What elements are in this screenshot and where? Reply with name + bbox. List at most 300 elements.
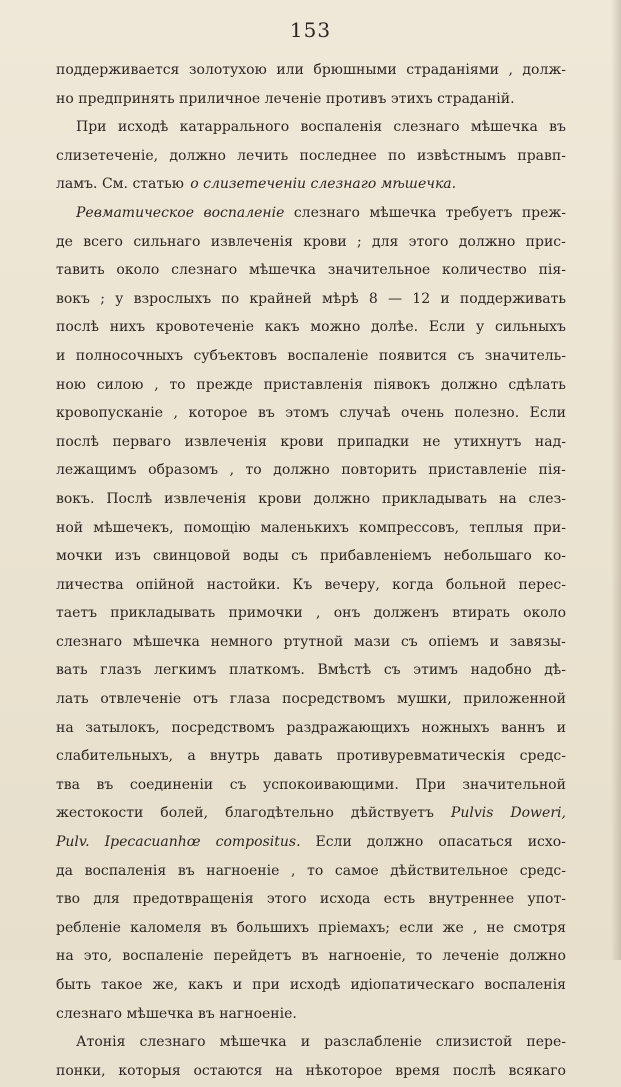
- word: пiя-: [538, 462, 566, 479]
- word: на: [498, 490, 517, 507]
- word: правп-: [517, 147, 566, 164]
- word: ножныхъ: [421, 719, 490, 736]
- word: извлеченiя: [184, 433, 267, 450]
- word: на: [56, 719, 74, 736]
- word: съ: [457, 347, 475, 364]
- word: лежащимъ: [56, 462, 137, 479]
- word: и: [440, 290, 450, 307]
- word: и: [556, 719, 566, 736]
- word: тво: [56, 891, 81, 908]
- word: мочки: [56, 548, 103, 565]
- text-line: [56, 401, 566, 425]
- word: этомъ: [285, 405, 330, 422]
- word: появится: [378, 347, 448, 364]
- text-line: [56, 630, 566, 654]
- word: крови: [303, 233, 347, 250]
- word: онъ: [333, 605, 361, 622]
- word: мѣшечка: [369, 204, 437, 221]
- word: посредствомъ: [171, 719, 275, 736]
- word: должно: [441, 376, 498, 393]
- word: ной: [56, 519, 84, 536]
- word: и: [300, 1034, 311, 1051]
- word: мѣшечка: [248, 262, 316, 279]
- word: приставленiе: [428, 462, 528, 479]
- word: должно: [169, 147, 226, 164]
- word: для: [93, 891, 120, 908]
- word: ,: [173, 405, 178, 422]
- word: силою: [96, 376, 144, 393]
- word: приставленiя: [263, 376, 363, 393]
- word: какъ: [188, 977, 223, 993]
- word: воспаленiе: [122, 948, 204, 965]
- word: прис-: [525, 233, 566, 250]
- word: нагноенiе: [206, 862, 280, 879]
- word: пiявокъ: [373, 376, 431, 393]
- word: быть: [56, 977, 91, 993]
- word: да: [56, 862, 73, 879]
- word: вать: [56, 662, 88, 679]
- word: разслабленiе: [324, 1034, 422, 1051]
- word: кровопусканiе: [56, 405, 164, 422]
- page-spine-shadow: [611, 0, 621, 960]
- word: то: [245, 462, 262, 479]
- word: на: [56, 948, 74, 965]
- word: крайней: [249, 290, 312, 307]
- word: леченiе: [442, 948, 500, 965]
- word: Вмѣстѣ: [317, 662, 372, 679]
- word: воспаленiя: [300, 119, 383, 136]
- text-line: [56, 287, 566, 311]
- word: прiемахъ;: [318, 919, 390, 936]
- word: образомъ: [148, 462, 219, 479]
- word: дѣйствительное: [390, 862, 509, 879]
- text-segment: слезнаго мѣшечка въ нагноенiе.: [56, 1005, 297, 1022]
- word: ,: [316, 605, 321, 622]
- text-line: [56, 1002, 566, 1026]
- word: воспаленiе: [203, 204, 285, 221]
- word: послѣ: [452, 1062, 496, 1079]
- word: при: [252, 977, 280, 993]
- text-line: [56, 1030, 566, 1054]
- word: 12: [412, 290, 431, 307]
- word: сильнаго: [133, 233, 201, 250]
- word: воспаленiя: [84, 862, 167, 879]
- word: крови: [280, 433, 324, 450]
- word: должно: [458, 233, 516, 250]
- word: прибавленiемъ: [320, 548, 432, 565]
- word: не: [486, 919, 505, 936]
- word: над-: [534, 433, 566, 450]
- word: очень: [401, 405, 444, 422]
- word: посредствомъ: [282, 691, 386, 708]
- word: въ: [257, 405, 275, 422]
- word: взрослыхъ: [133, 290, 212, 307]
- word: слезнаго: [393, 119, 460, 136]
- word: компрессовъ,: [359, 519, 460, 536]
- word: припадки: [337, 433, 410, 450]
- word: ваннъ: [501, 719, 545, 736]
- word: небольшаго: [443, 548, 532, 565]
- text-line: [56, 658, 566, 682]
- word: слабительныхъ,: [56, 748, 174, 765]
- word: долж-: [522, 62, 566, 78]
- word: лечить: [237, 147, 289, 164]
- word: у: [475, 319, 485, 336]
- word: таетъ: [56, 605, 98, 622]
- word: ,: [472, 919, 478, 936]
- word: перес-: [518, 576, 566, 593]
- word: благодѣтельно: [225, 805, 334, 822]
- word: помощiю: [183, 519, 251, 536]
- word: у: [115, 290, 124, 307]
- word: жестокости: [56, 805, 144, 822]
- text-line: [56, 430, 566, 454]
- word: Къ: [292, 576, 313, 593]
- word: это,: [83, 948, 113, 965]
- word: больной: [445, 576, 507, 593]
- word: вечеру,: [324, 576, 380, 593]
- word: compositus.: [215, 834, 301, 851]
- word: слезнаго: [139, 1034, 206, 1051]
- word: давать: [273, 748, 323, 765]
- word: долѣе.: [371, 319, 419, 336]
- word: слез-: [528, 490, 566, 507]
- word: съ: [229, 776, 247, 793]
- text-line: [56, 716, 566, 740]
- word: исхо-: [527, 834, 566, 851]
- word: слезнаго: [171, 262, 238, 279]
- word: отвлеченiе: [100, 691, 182, 708]
- word: полезно.: [454, 405, 520, 422]
- word: время: [395, 1062, 441, 1079]
- word: этимъ: [413, 662, 458, 679]
- word: последнее: [299, 147, 377, 164]
- word: нагноенiе,: [328, 948, 406, 965]
- word: есть: [383, 891, 416, 908]
- italic-text: о слизетеченiи слезнаго мѣшечка.: [190, 176, 457, 193]
- word: тва: [56, 776, 80, 793]
- word: мѣшечекъ,: [93, 519, 174, 536]
- word: нѣкоторое: [305, 1062, 383, 1079]
- word: то: [307, 862, 324, 879]
- word: Ipecacuanhœ: [104, 834, 201, 851]
- word: ,: [229, 462, 235, 479]
- word: противуревматическiя: [336, 748, 506, 765]
- word: мѣшечка: [132, 633, 200, 650]
- text-line: [56, 773, 566, 797]
- word: и: [56, 347, 66, 364]
- word: ко-: [544, 548, 566, 565]
- word: случаѣ: [339, 405, 391, 422]
- word: исходѣ: [289, 977, 341, 993]
- word: 8: [368, 290, 378, 307]
- word: каломеля: [130, 919, 202, 936]
- word: повторить: [341, 462, 417, 479]
- word: средс-: [519, 862, 566, 879]
- word: ,: [291, 862, 296, 879]
- word: слезнаго: [56, 633, 123, 650]
- word: остаются: [193, 1062, 263, 1079]
- word: предотвращенiя: [133, 891, 254, 908]
- word: Dowerі,: [510, 805, 566, 822]
- word: свинцовой: [153, 548, 231, 565]
- word: преж-: [521, 204, 566, 221]
- word: въ: [177, 862, 195, 879]
- word: исхода: [319, 891, 371, 908]
- word: воспаленiе: [287, 347, 369, 364]
- word: самое: [334, 862, 379, 879]
- word: съ: [400, 633, 418, 650]
- word: при-: [533, 519, 566, 536]
- word: средс-: [519, 748, 566, 765]
- page-number: 153: [289, 18, 332, 42]
- word: Послѣ: [106, 490, 153, 507]
- word: поддерживается: [56, 62, 180, 78]
- word: поддерживать: [459, 290, 566, 307]
- word: извлеченiя: [210, 233, 293, 250]
- word: втирать: [452, 605, 510, 622]
- word: послѣ: [56, 433, 99, 450]
- word: завязы-: [509, 633, 566, 650]
- word: то: [416, 948, 433, 965]
- word: по: [221, 290, 240, 307]
- word: слизистой: [435, 1034, 513, 1051]
- word: вокъ.: [56, 490, 95, 507]
- word: въ: [210, 919, 228, 936]
- word: Pulv.: [56, 834, 90, 851]
- word: для: [372, 233, 399, 250]
- word: брюшными: [313, 62, 397, 78]
- word: упот-: [527, 891, 566, 908]
- text-line: [56, 830, 566, 854]
- word: когда: [392, 576, 434, 593]
- text-line: [56, 573, 566, 597]
- word: нихъ: [109, 319, 146, 336]
- word: прежде: [196, 376, 253, 393]
- text-line: [56, 144, 566, 168]
- word: можно: [310, 319, 361, 336]
- word: кровотеченiе: [155, 319, 255, 336]
- word: немного: [210, 633, 273, 650]
- word: значительное: [327, 262, 431, 279]
- word: —: [388, 290, 403, 307]
- word: платкомъ.: [229, 662, 305, 679]
- word: опасаться: [438, 834, 513, 851]
- text-line: [56, 916, 566, 940]
- word: Pulvis: [450, 805, 494, 822]
- word: успокоивающими.: [262, 776, 399, 793]
- text-line: [56, 458, 566, 482]
- text-line: [56, 801, 566, 825]
- text-line: [56, 87, 566, 111]
- word: мѣшечка: [470, 119, 538, 136]
- word: полносочныхъ: [75, 347, 184, 364]
- word: а: [187, 748, 196, 765]
- word: утихнутъ: [453, 433, 522, 450]
- text-line: [56, 172, 566, 196]
- word: отъ: [192, 691, 219, 708]
- word: которыя: [118, 1062, 181, 1079]
- text-line: [56, 544, 566, 568]
- word: приложенной: [463, 691, 566, 708]
- word: смотря: [513, 919, 566, 936]
- word: мази: [353, 633, 391, 650]
- word: раздражающихъ: [286, 719, 410, 736]
- word: мѣрѣ: [321, 290, 359, 307]
- word: вокъ: [56, 290, 90, 307]
- text-line: [56, 230, 566, 254]
- word: на: [275, 1062, 293, 1079]
- word: которое: [188, 405, 248, 422]
- word: должно: [273, 462, 330, 479]
- word: требуетъ: [445, 204, 513, 221]
- word: этого: [266, 891, 307, 908]
- word: крови: [258, 490, 302, 507]
- word: всякаго: [508, 1062, 566, 1079]
- word: количество: [441, 262, 527, 279]
- word: тавить: [56, 262, 105, 279]
- word: лать: [56, 691, 89, 708]
- text-line: [56, 601, 566, 625]
- word: страданiями: [406, 62, 499, 78]
- word: воды: [242, 548, 279, 565]
- word: глазъ: [100, 662, 142, 679]
- word: или: [276, 62, 304, 78]
- word: значитель-: [484, 347, 566, 364]
- word: не: [422, 433, 441, 450]
- word: же,: [152, 977, 179, 993]
- word: сдѣлать: [508, 376, 566, 393]
- word: понки,: [56, 1062, 106, 1079]
- word: идiопатическаго: [350, 977, 475, 993]
- word: Если: [428, 319, 466, 336]
- word: около: [523, 605, 566, 622]
- word: Ревматическое: [76, 204, 195, 221]
- word: ;: [100, 290, 105, 307]
- word: исходѣ: [117, 119, 169, 136]
- word: если: [399, 919, 434, 936]
- word: внутреннее: [428, 891, 515, 908]
- word: личества: [56, 576, 124, 593]
- word: ребленiе: [56, 919, 121, 936]
- text-line: [56, 1059, 566, 1083]
- word: субъектовъ: [193, 347, 277, 364]
- word: надобно: [470, 662, 532, 679]
- word: прикладывать: [382, 490, 488, 507]
- text-line: [56, 344, 566, 368]
- word: перейдетъ: [213, 948, 292, 965]
- word: мушки,: [396, 691, 452, 708]
- text-segment: но предпринять приличное леченiе противъ этихъ страданiй.: [56, 90, 515, 107]
- word: по: [388, 147, 406, 164]
- word: де: [56, 233, 73, 250]
- word: Если: [529, 405, 566, 422]
- word: Атонiя: [76, 1034, 126, 1051]
- word: около: [116, 262, 160, 279]
- word: въ: [301, 948, 319, 965]
- word: слизетеченiе,: [56, 147, 159, 164]
- word: примочки: [228, 605, 303, 622]
- word: съ: [383, 662, 401, 679]
- word: воспаленiя: [484, 977, 566, 993]
- word: и: [489, 633, 499, 650]
- text-line: [56, 58, 566, 82]
- word: Если: [315, 834, 352, 851]
- word: При: [76, 119, 107, 136]
- word: легкимъ: [154, 662, 217, 679]
- word: глаза: [229, 691, 271, 708]
- word: сильныхъ: [494, 319, 566, 336]
- word: ртутной: [283, 633, 344, 650]
- word: мѣшечка: [219, 1034, 287, 1051]
- word: соединенiи: [129, 776, 214, 793]
- word: слезнаго: [293, 204, 360, 221]
- text-line: [56, 487, 566, 511]
- word: золотухою: [188, 62, 267, 78]
- text-line: [56, 687, 566, 711]
- word: ;: [356, 233, 362, 250]
- word: и: [232, 977, 243, 993]
- text-line: [56, 859, 566, 883]
- body-text: [56, 58, 566, 1087]
- text-segment: ламъ. См. статью: [56, 176, 184, 193]
- text-line: [56, 373, 566, 397]
- word: внутрь: [209, 748, 260, 765]
- word: маленькихъ: [260, 519, 349, 536]
- text-line: [56, 973, 566, 997]
- word: большихъ: [236, 919, 310, 936]
- text-line: [56, 258, 566, 282]
- word: должно: [366, 834, 424, 851]
- word: въ: [96, 776, 114, 793]
- word: прикладывать: [110, 605, 216, 622]
- word: дѣйствуетъ: [350, 805, 434, 822]
- word: ,: [154, 376, 159, 393]
- word: въ: [549, 119, 566, 136]
- word: извѣстнымъ: [417, 147, 507, 164]
- word: дѣ-: [544, 662, 566, 679]
- word: затылокъ,: [85, 719, 160, 736]
- text-line: [56, 944, 566, 968]
- word: катаррального: [179, 119, 290, 136]
- word: опiйной: [135, 576, 195, 593]
- word: то: [169, 376, 186, 393]
- text-line: [56, 744, 566, 768]
- word: же: [442, 919, 464, 936]
- text-line: [56, 201, 566, 225]
- word: какъ: [264, 319, 300, 336]
- word: извлеченiя: [164, 490, 247, 507]
- word: перваго: [112, 433, 172, 450]
- word: ною: [56, 376, 86, 393]
- word: опiемъ: [428, 633, 479, 650]
- word: послѣ: [56, 319, 99, 336]
- word: значительной: [462, 776, 566, 793]
- word: При: [415, 776, 446, 793]
- word: ,: [508, 62, 513, 78]
- word: этого: [408, 233, 449, 250]
- word: такое: [100, 977, 143, 993]
- word: всего: [83, 233, 123, 250]
- word: болей,: [160, 805, 209, 822]
- text-line: [56, 315, 566, 339]
- word: пiя-: [538, 262, 566, 279]
- word: пере-: [526, 1034, 566, 1051]
- text-line: [56, 115, 566, 139]
- word: долженъ: [373, 605, 439, 622]
- text-line: [56, 887, 566, 911]
- word: съ: [291, 548, 308, 565]
